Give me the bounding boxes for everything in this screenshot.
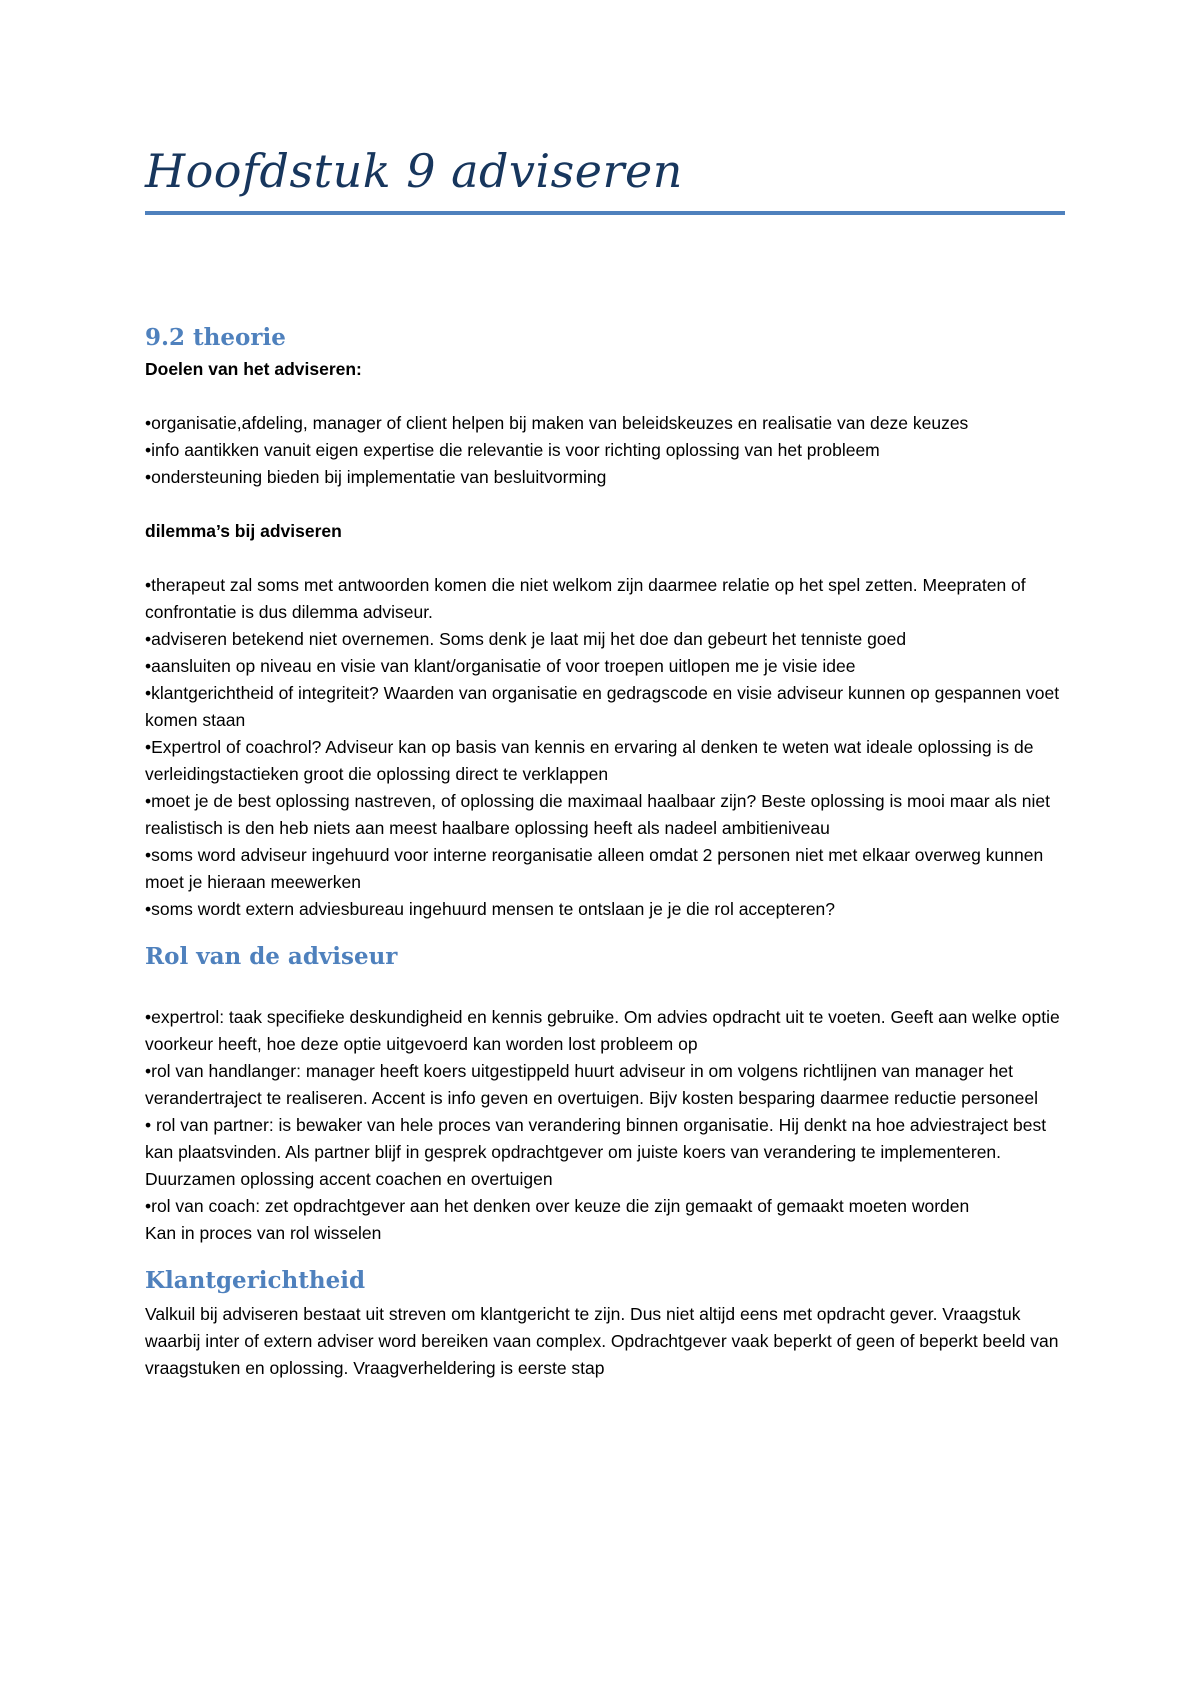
list-item: •rol van coach: zet opdrachtgever aan het denken over keuze die zijn gemaakt of gemaakt moeten worden — [145, 1196, 970, 1216]
title-underline — [145, 211, 1065, 215]
paragraph-rol-wisselen: Kan in proces van rol wisselen — [145, 1223, 382, 1243]
list-item: •therapeut zal soms met antwoorden komen die niet welkom zijn daarmee relatie op het spel zetten. Meepraten of confrontatie is dus dilemma adviseur. — [145, 575, 1026, 622]
list-item: •info aantikken vanuit eigen expertise die relevantie is voor richting oplossing van het probleem — [145, 440, 880, 460]
list-item: • rol van partner: is bewaker van hele proces van verandering binnen organisatie. Hij denkt na hoe adviestraject best kan plaatsvinden. Als partner blijf in gesprek opdrachtgever om juiste koers van verandering te implementeren. Duurzamen oplossing accent coachen en overtuigen — [145, 1115, 1047, 1189]
list-item: •organisatie,afdeling, manager of client helpen bij maken van beleidskeuzes en realisatie van deze keuzes — [145, 413, 969, 433]
list-item: •soms word adviseur ingehuurd voor interne reorganisatie alleen omdat 2 personen niet met elkaar overweg kunnen moet je hieraan meewerken — [145, 845, 1044, 892]
paragraph-klantgerichtheid: Valkuil bij adviseren bestaat uit streven om klantgericht te zijn. Dus niet altijd eens met opdracht gever. Vraagstuk waarbij inter of extern adviser word bereiken vaan complex. Opdrachtgever vaak beperkt of geen of beperkt beeld van vraagstuken en oplossing. Vraagverheldering is eerste stap — [145, 1304, 1059, 1378]
list-item: •aansluiten op niveau en visie van klant/organisatie of voor troepen uitlopen me je visie idee — [145, 656, 856, 676]
heading-klantgerichtheid: Klantgerichtheid — [145, 1267, 366, 1294]
heading-rol-van-de-adviseur: Rol van de adviseur — [145, 943, 398, 970]
list-item: •expertrol: taak specifieke deskundigheid en kennis gebruike. Om advies opdracht uit te voeten. Geeft aan welke optie voorkeur heeft, hoe deze optie uitgevoerd kan worden lost probleem op — [145, 1007, 1060, 1054]
list-item: •adviseren betekend niet overnemen. Soms denk je laat mij het doe dan gebeurt het tenniste goed — [145, 629, 907, 649]
list-item: •moet je de best oplossing nastreven, of oplossing die maximaal haalbaar zijn? Beste oplossing is mooi maar als niet realistisch is den heb niets aan meest haalbare oplossing heeft als nadeel ambitieniveau — [145, 791, 1050, 838]
heading-theorie: 9.2 theorie — [145, 324, 286, 351]
list-item: •ondersteuning bieden bij implementatie van besluitvorming — [145, 467, 607, 487]
list-item: •Expertrol of coachrol? Adviseur kan op basis van kennis en ervaring al denken te weten wat ideale oplossing is de verleidingstactieken groot die oplossing direct te verklappen — [145, 737, 1034, 784]
list-item: •soms wordt extern adviesbureau ingehuurd mensen te ontslaan je je die rol accepteren? — [145, 899, 836, 919]
list-item: •klantgerichtheid of integriteit? Waarden van organisatie en gedragscode en visie adviseur kunnen op gespannen voet komen staan — [145, 683, 1060, 730]
subheading-dilemmas: dilemma’s bij adviseren — [145, 521, 342, 541]
document-body — [145, 320, 1065, 1382]
subheading-doelen: Doelen van het adviseren: — [145, 359, 362, 379]
list-item: •rol van handlanger: manager heeft koers uitgestippeld huurt adviseur in om volgens richtlijnen van manager het verandertraject te realiseren. Accent is info geven en overtuigen. Bijv kosten besparing daarmee reductie personeel — [145, 1061, 1039, 1108]
document-title: Hoofdstuk 9 adviseren — [145, 144, 683, 198]
